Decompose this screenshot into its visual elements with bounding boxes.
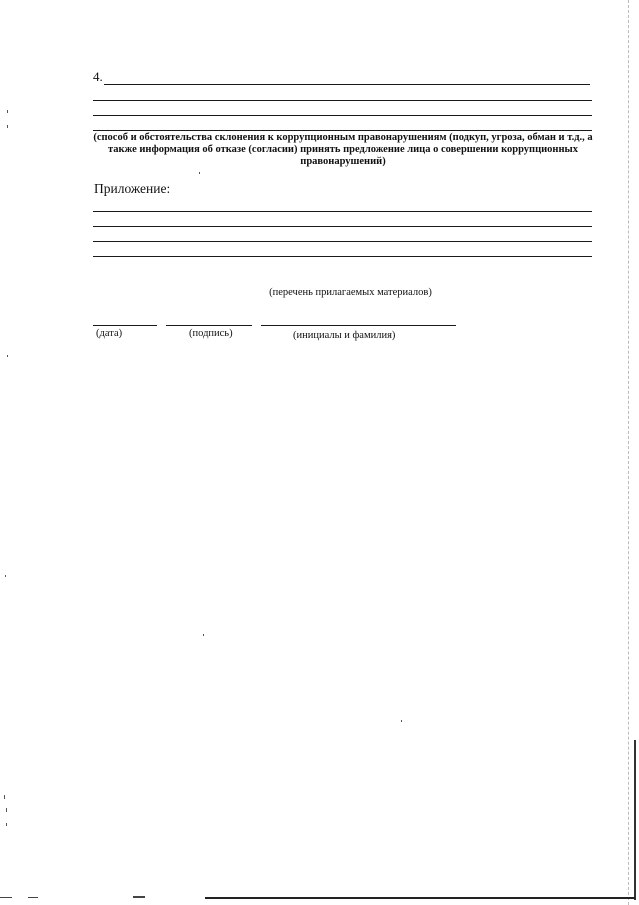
- name-label: (инициалы и фамилия): [293, 330, 396, 341]
- scan-speck: [7, 355, 8, 357]
- section4-caption: (способ и обстоятельства склонения к коррупционным правонарушениям (подкуп, угроза, обман и т.д., а также информация об отказе (согласии) принять предложение лица о совершении коррупционных правонарушений): [93, 132, 593, 167]
- scan-bottom-edge: [205, 897, 635, 899]
- scan-speck: [199, 172, 200, 174]
- section-number: 4.: [93, 69, 103, 84]
- scan-bottom-mark: [133, 896, 145, 898]
- scan-speck: [6, 808, 7, 812]
- date-line: [93, 325, 157, 326]
- scan-speck: [7, 110, 8, 113]
- scan-bottom-mark: [28, 897, 38, 898]
- section4-line-3: [93, 115, 592, 116]
- scan-right-edge-dark: [634, 740, 636, 900]
- attachment-caption: (перечень прилагаемых материалов): [269, 287, 432, 298]
- scan-speck: [4, 795, 5, 799]
- scan-speck: [401, 720, 402, 722]
- scan-bottom-mark: [0, 897, 12, 898]
- attachment-line-1: [93, 211, 592, 212]
- scan-speck: [203, 634, 204, 636]
- section4-line-1: [104, 84, 590, 85]
- date-label: (дата): [96, 328, 123, 339]
- signature-label: (подпись): [189, 328, 233, 339]
- attachment-heading: Приложение:: [94, 181, 171, 196]
- scan-speck: [6, 823, 7, 826]
- scan-speck: [5, 575, 6, 577]
- attachment-line-2: [93, 226, 592, 227]
- section4-line-4: [93, 130, 592, 131]
- name-line: [261, 325, 456, 326]
- attachment-line-3: [93, 241, 592, 242]
- scan-speck: [7, 125, 8, 128]
- section4-line-2: [93, 100, 592, 101]
- attachment-line-4: [93, 256, 592, 257]
- signature-line: [166, 325, 252, 326]
- scan-right-edge: [628, 0, 630, 905]
